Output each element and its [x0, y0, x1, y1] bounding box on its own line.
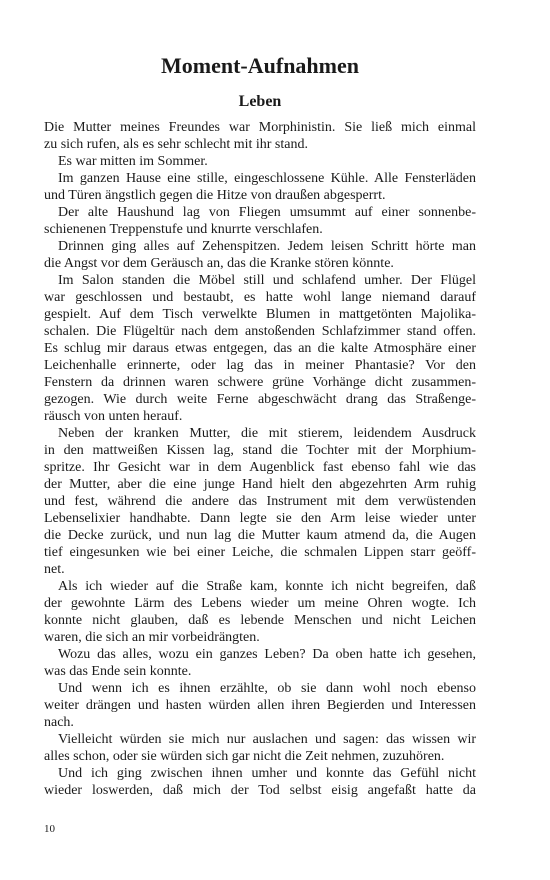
text-line: Fenstern da drinnen waren schwere grüne Vorhänge dicht zusammen- — [44, 375, 476, 390]
text-line: Lebenselixier handhabte. Dann legte sie den Arm leise wieder unter — [44, 511, 476, 526]
text-line: der gewohnte Lärm des Lebens wieder um meine Ohren wogte. Ich — [44, 596, 476, 611]
text-line: gespielt. Auf dem Tisch verwelkte Blumen in mattgetönten Majolika- — [44, 307, 476, 322]
text-line: in den mattweißen Kissen lag, stand die Tochter mit der Morphium- — [44, 443, 476, 458]
text-line: Wozu das alles, wozu ein ganzes Leben? Da oben hatte ich gesehen, — [58, 647, 476, 662]
text-line: spritze. Ihr Gesicht war in dem Augenblick fast ebenso fahl wie das — [44, 460, 476, 475]
text-line: schienenen Treppenstufe und knurrte verschlafen. — [44, 222, 323, 237]
text-line: Und ich ging zwischen ihnen umher und konnte das Gefühl nicht — [58, 766, 476, 781]
text-line: und Türen ängstlich gegen die Hitze von draußen abgesperrt. — [44, 188, 386, 203]
body-text — [44, 119, 476, 799]
text-line: Es war mitten im Sommer. — [58, 154, 208, 169]
text-line: nach. — [44, 715, 74, 730]
text-line: räusch von unten herauf. — [44, 409, 183, 424]
text-line: Als ich wieder auf die Straße kam, konnte ich nicht begreifen, daß — [58, 579, 476, 594]
text-line: gezogen. Wie durch weite Ferne abgeschwächt drang das Straßenge- — [44, 392, 476, 407]
text-line: Und wenn ich es ihnen erzählte, ob sie dann wohl noch ebenso — [58, 681, 476, 696]
text-line: wieder loswerden, daß mich der Tod selbst eisig angefaßt hatte da — [44, 783, 476, 798]
chapter-title: Moment-Aufnahmen — [161, 53, 359, 78]
text-line: Die Mutter meines Freundes war Morphinistin. Sie ließ mich einmal — [44, 120, 476, 135]
text-line: Neben der kranken Mutter, die mit stierem, leidendem Ausdruck — [58, 426, 476, 441]
text-line: war geschlossen und bestaubt, es hatte wohl lange niemand darauf — [44, 290, 476, 305]
text-line: Es schlug mir daraus etwas entgegen, das an die kalte Atmosphäre einer — [44, 341, 476, 356]
text-line: und fest, während die andere das Instrument mit dem verwüstenden — [44, 494, 476, 509]
text-line: Im ganzen Hause eine stille, eingeschlossene Kühle. Alle Fensterläden — [58, 171, 476, 186]
text-line: schalen. Die Flügeltür nach dem anstoßenden Schlafzimmer stand offen. — [44, 324, 476, 339]
text-line: was das Ende sein konnte. — [44, 664, 192, 679]
text-line: Im Salon standen die Möbel still und schlafend umher. Der Flügel — [58, 273, 476, 288]
section-title: Leben — [238, 93, 282, 110]
text-line: weiter drängen und hasten würden allen ihren Begierden und Interessen — [44, 698, 476, 713]
text-line: zu sich rufen, als es sehr schlecht mit ihr stand. — [44, 137, 308, 152]
text-line: Drinnen ging alles auf Zehenspitzen. Jedem leisen Schritt hörte man — [58, 239, 476, 254]
text-line: alles schon, oder sie würden sich gar nicht die Zeit nehmen, zuzuhören. — [44, 749, 445, 764]
text-line: der Mutter, aber die eine junge Hand hielt den abgezehrten Arm ruhig — [44, 477, 476, 492]
page-number: 10 — [44, 823, 55, 835]
text-line: Leichenhalle erinnerte, oder lag das in meiner Phantasie? Vor den — [44, 358, 476, 373]
text-line: die Angst vor dem Geräusch an, das die Kranke stören könnte. — [44, 256, 394, 271]
text-line: konnte nicht glauben, daß es lebende Menschen und nicht Leichen — [44, 613, 476, 628]
text-line: net. — [44, 562, 65, 577]
text-line: Vielleicht würden sie mich nur auslachen und sagen: das wissen wir — [58, 732, 476, 747]
text-line: Der alte Haushund lag von Fliegen umsummt auf einer sonnenbe- — [58, 205, 476, 220]
book-page — [44, 0, 476, 880]
text-line: die Decke zurück, und nun lag die Mutter kaum atmend da, die Augen — [44, 528, 476, 543]
text-line: tief eingesunken wie bei einer Leiche, die schmalen Lippen starr geöff- — [44, 545, 476, 560]
text-line: waren, die sich an mir vorbeidrängten. — [44, 630, 260, 645]
